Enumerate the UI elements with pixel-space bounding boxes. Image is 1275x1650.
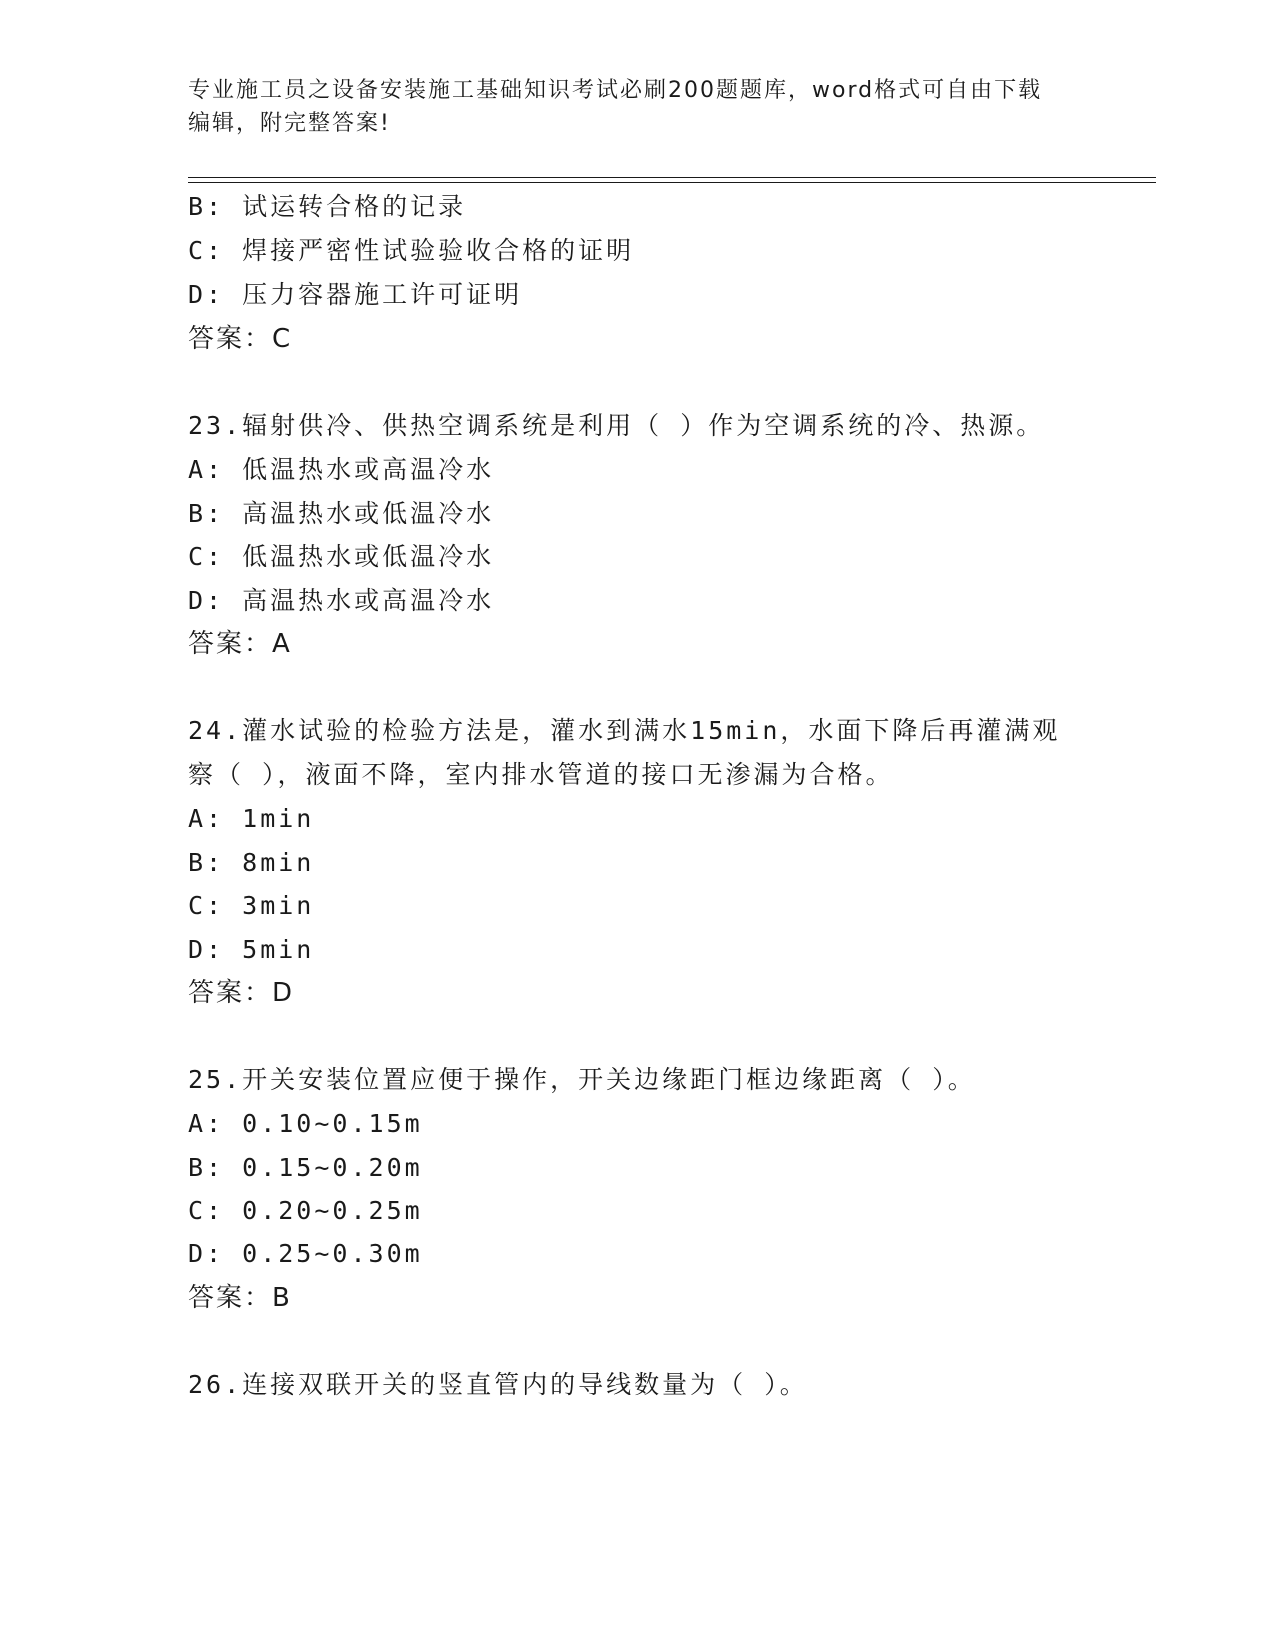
document-header	[188, 74, 1078, 140]
q24-option-c: C: 3min	[188, 891, 315, 920]
q22-answer	[188, 322, 292, 356]
header-line-1: 专业施工员之设备安装施工基础知识考试必刷200题题库，word格式可自由下载	[188, 78, 1043, 103]
q23-answer-label: 答案：	[188, 629, 273, 659]
q25-option-d: D: 0.25~0.30m	[188, 1239, 423, 1268]
q23-stem: 23.辐射供冷、供热空调系统是利用（ ）作为空调系统的冷、热源。	[188, 411, 1045, 440]
q22-option-b: B: 试运转合格的记录	[188, 192, 467, 221]
q24-answer-label: 答案：	[188, 978, 273, 1008]
q23-answer	[188, 627, 292, 661]
q22-answer-value: C	[272, 324, 293, 354]
q22-answer-label: 答案：	[188, 324, 273, 354]
q25-stem: 25.开关安装位置应便于操作，开关边缘距门框边缘距离（ ）。	[188, 1065, 976, 1094]
q24-answer	[188, 976, 294, 1010]
q25-answer-value: B	[272, 1283, 292, 1313]
q26-stem: 26.连接双联开关的竖直管内的导线数量为（ ）。	[188, 1370, 808, 1399]
q23-option-c: C: 低温热水或低温冷水	[188, 542, 495, 571]
q25-option-b: B: 0.15~0.20m	[188, 1153, 423, 1182]
q24-stem-line-1: 24.灌水试验的检验方法是，灌水到满水15min，水面下降后再灌满观	[188, 716, 1061, 745]
q23-answer-value: A	[272, 629, 292, 659]
q23-option-b: B: 高温热水或低温冷水	[188, 499, 495, 528]
q24-answer-value: D	[272, 978, 295, 1008]
q23-option-d: D: 高温热水或高温冷水	[188, 586, 495, 615]
q24-option-a: A: 1min	[188, 804, 315, 833]
q23-option-a: A: 低温热水或高温冷水	[188, 455, 495, 484]
q24-option-b: B: 8min	[188, 848, 315, 877]
header-divider-top	[188, 177, 1156, 178]
q24-option-d: D: 5min	[188, 935, 315, 964]
q25-answer-label: 答案：	[188, 1283, 273, 1313]
header-divider-bottom	[188, 182, 1156, 183]
q22-option-c: C: 焊接严密性试验验收合格的证明	[188, 236, 635, 265]
q22-option-d: D: 压力容器施工许可证明	[188, 280, 523, 309]
q24-stem-line-2: 察（ ），液面不降，室内排水管道的接口无渗漏为合格。	[188, 760, 894, 789]
q25-answer	[188, 1281, 292, 1315]
q25-option-a: A: 0.10~0.15m	[188, 1109, 423, 1138]
q25-option-c: C: 0.20~0.25m	[188, 1196, 423, 1225]
header-line-2: 编辑，附完整答案!	[188, 111, 391, 136]
